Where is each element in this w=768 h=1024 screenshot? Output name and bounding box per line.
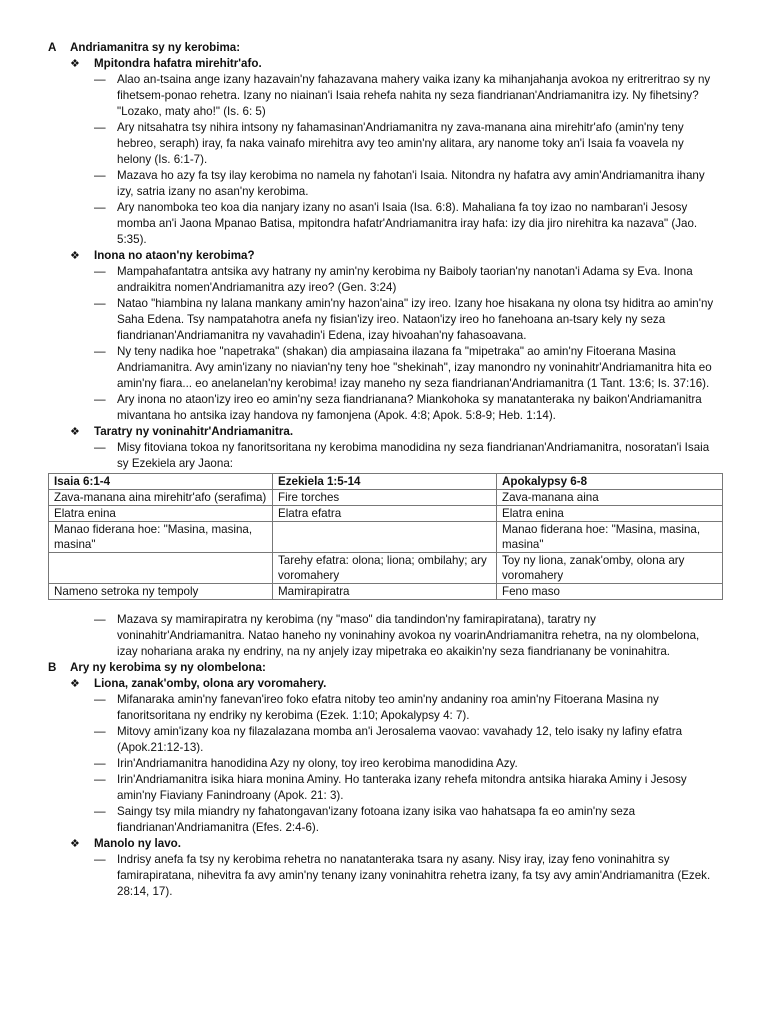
table-cell: Zava-manana aina mirehitr'afo (serafima): [49, 490, 273, 506]
subsection-heading: [0, 56, 768, 72]
list-item: — Mifanaraka amin'ny fanevan'ireo foko efatra nitoby teo amin'ny andaniny roa amin'ny Fitoerana Masina ny fanoritsoritana ny endriky ny kerobima (Ezek. 1:10; Apokalypsy 4: 7).: [94, 693, 659, 722]
table-row: [49, 506, 723, 522]
list-item: — Mazava sy mamirapiratra ny kerobima (ny "maso" dia tandindon'ny famirapiratana), taratry ny voninahitr'Andriamanitra. Natao haneho ny voninahiny avokoa ny voarinAndriamanitra rehetra, na ny olombelona, izay nohariana araka ny endriny, na ny anjely izay mipetraka eo akaikin'ny seza fiandrianany be voninahitra.: [94, 613, 700, 658]
dash-bullet: —: [94, 853, 106, 866]
list-item: — Ary nanomboka teo koa dia nanjary izany no asan'i Isaia (Isa. 6:8). Mahaliana fa toy izao no nambaran'i Jesosy momba an'i Jaona Mpanao Batisa, mpitondra hafatr'Andriamanitra iray hafa: izy dia jiro nirehitra ka nazava" (Jao. 5:35).: [94, 201, 698, 246]
table-cell: Feno maso: [497, 584, 723, 600]
subsection-title: Liona, zanak'omby, olona ary voromahery.: [94, 677, 327, 690]
list-item: — Indrisy anefa fa tsy ny kerobima rehetra no nanatanteraka tsara ny asany. Nisy iray, izay feno voninahitra sy famirapiratana, nihevitra fa avy amin'ny tenany izany voninahitra rehetra izany, fa tsy avy amin'Andriamanitra (Ezek. 28:14, 17).: [94, 853, 711, 898]
subsection-heading: [0, 836, 768, 852]
list-item: — Mampahafantatra antsika avy hatrany ny amin'ny kerobima ny Baiboly taorian'ny nanotan'i Adama sy Eva. Inona andraikitra nomen'Andriamanitra azy ireo? (Gen. 3:24): [94, 265, 693, 294]
section-heading: [0, 660, 768, 676]
list-item: — Irin'Andriamanitra hanodidina Azy ny olony, toy ireo kerobima manodidina Azy.: [94, 757, 518, 770]
diamond-bullet-icon: ❖: [70, 678, 80, 690]
dash-bullet: —: [94, 169, 106, 182]
subsection-title: Manolo ny lavo.: [94, 837, 181, 850]
table-cell: [49, 553, 273, 584]
section-letter: B: [48, 661, 57, 674]
table-header-cell: Isaia 6:1-4: [49, 474, 273, 490]
dash-bullet: —: [94, 265, 106, 278]
table-cell: Manao fiderana hoe: "Masina, masina, masina": [497, 522, 723, 553]
table-cell: Elatra efatra: [273, 506, 497, 522]
section-heading: [0, 40, 768, 56]
document-page: [0, 40, 768, 900]
list-item: — Alao an-tsaina ange izany hazavain'ny fahazavana mahery vaika izany ka mihanjahanja avokoa ny eritreritrao sy ny fihetsem-ponao rehetra. Izany no niainan'i Isaia rehefa nahita ny seza fiandrianan'Andriamanitra izy. Ny fihetsiny? "Lozako, maty aho!" (Is. 6: 5): [94, 73, 711, 118]
dash-bullet: —: [94, 345, 106, 358]
table-cell: Elatra enina: [49, 506, 273, 522]
table-cell: [273, 522, 497, 553]
table-cell: Zava-manana aina: [497, 490, 723, 506]
section-letter: A: [48, 41, 57, 54]
table-row: [49, 490, 723, 506]
list-item: — Misy fitoviana tokoa ny fanoritsoritana ny kerobima manodidina ny seza fiandrianan'Andriamanitra, nosoratan'i Isaia sy Ezekiela ary Jaona:: [94, 441, 710, 470]
list-item: — Mitovy amin'izany koa ny filazalazana momba an'i Jerosalema vaovao: vavahady 12, telo isaky ny lafiny efatra (Apok.21:12-13).: [94, 725, 683, 754]
table-header-cell: Ezekiela 1:5-14: [273, 474, 497, 490]
table-header-row: [49, 474, 723, 490]
dash-bullet: —: [94, 73, 106, 86]
table-row: [49, 584, 723, 600]
subsection-title: Taratry ny voninahitr'Andriamanitra.: [94, 425, 294, 438]
diamond-bullet-icon: ❖: [70, 838, 80, 850]
subsection-title: Mpitondra hafatra mirehitr'afo.: [94, 57, 262, 70]
table-row: [49, 553, 723, 584]
dash-bullet: —: [94, 121, 106, 134]
table-cell: Elatra enina: [497, 506, 723, 522]
table-cell: Toy ny liona, zanak'omby, olona ary voromahery: [497, 553, 723, 584]
dash-bullet: —: [94, 297, 106, 310]
list-item: — Ary nitsahatra tsy nihira intsony ny fahamasinan'Andriamanitra ny zava-manana aina mirehitr'afo (amin'ny teny hebreo, seraph) iray, fa naka vainafo mirehitra avy teo amin'ny alitara, ary nanome toky an'i Isaia fa voavela ny helony (Is. 6:1-7).: [94, 121, 684, 166]
table-cell: Mamirapiratra: [273, 584, 497, 600]
dash-bullet: —: [94, 725, 106, 738]
list-item: — Saingy tsy mila miandry ny fahatongavan'izany fotoana izany isika vao hahatsapa fa eo amin'ny seza fiandrianan'Andriamanitra (Efes. 2:4-6).: [94, 805, 636, 834]
list-item: — Mazava ho azy fa tsy ilay kerobima no namela ny fahotan'i Isaia. Nitondra ny hafatra avy amin'Andriamanitra ihany izy, satria izany no asan'ny kerobima.: [94, 169, 705, 198]
table-cell: Tarehy efatra: olona; liona; ombilahy; ary voromahery: [273, 553, 497, 584]
table-header-cell: Apokalypsy 6-8: [497, 474, 723, 490]
table-row: [49, 522, 723, 553]
subsection-heading: [0, 248, 768, 264]
list-item: — Ary inona no ataon'izy ireo eo amin'ny seza fiandrianana? Miankohoka sy manatanteraka ny baikon'Andriamanitra mivantana ho antsika izay handova ny famonjena (Apok. 4:8; Apok. 5:8-9; Heb. 1:14).: [94, 393, 702, 422]
table-cell: Nameno setroka ny tempoly: [49, 584, 273, 600]
section-title: Ary ny kerobima sy ny olombelona:: [70, 661, 266, 674]
list-item: — Ny teny nadika hoe "napetraka" (shakan) dia ampiasaina ilazana fa "mipetraka" ao amin'ny Fitoerana Masina Andriamanitra. Avy amin'izany no niavian'ny teny hoe "shekinah", izay manondro ny voninahitr'Andriamanitra hita eo amin'ny fiara... eo anelanelan'ny kerobima! izay maneho ny seza fiandrianan'Andriamanitra (1 Tant. 13:6; Is. 37:16).: [94, 345, 712, 390]
dash-bullet: —: [94, 757, 106, 770]
list-item: — Natao "hiambina ny lalana mankany amin'ny hazon'aina" izy ireo. Izany hoe hisakana ny olona tsy hiditra ao amin'ny Saha Edena. Tsy nampatahotra anefa ny fisian'izy ireo. Nataon'izy ireo ho fanehoana an-tsary kely ny seza fiandrianan'Andriamanitra ny vavahadin'i Edena, izay hivoahan'ny fahasoavana.: [94, 297, 714, 342]
section-title: Andriamanitra sy ny kerobima:: [70, 41, 241, 54]
subsection-title: Inona no ataon'ny kerobima?: [94, 249, 255, 262]
dash-bullet: —: [94, 773, 106, 786]
diamond-bullet-icon: ❖: [70, 58, 80, 70]
diamond-bullet-icon: ❖: [70, 426, 80, 438]
subsection-heading: [0, 424, 768, 440]
dash-bullet: —: [94, 393, 106, 406]
table-cell: Manao fiderana hoe: "Masina, masina, masina": [49, 522, 273, 553]
table-cell: Fire torches: [273, 490, 497, 506]
subsection-heading: [0, 676, 768, 692]
diamond-bullet-icon: ❖: [70, 250, 80, 262]
dash-bullet: —: [94, 805, 106, 818]
dash-bullet: —: [94, 613, 106, 626]
dash-bullet: —: [94, 201, 106, 214]
dash-bullet: —: [94, 693, 106, 706]
comparison-table: [48, 473, 723, 600]
list-item: — Irin'Andriamanitra isika hiara monina Aminy. Ho tanteraka izany rehefa mitondra antsika hiaraka Aminy i Jesosy amin'ny Fiaviany Fanindroany (Apok. 21: 3).: [94, 773, 687, 802]
dash-bullet: —: [94, 441, 106, 454]
